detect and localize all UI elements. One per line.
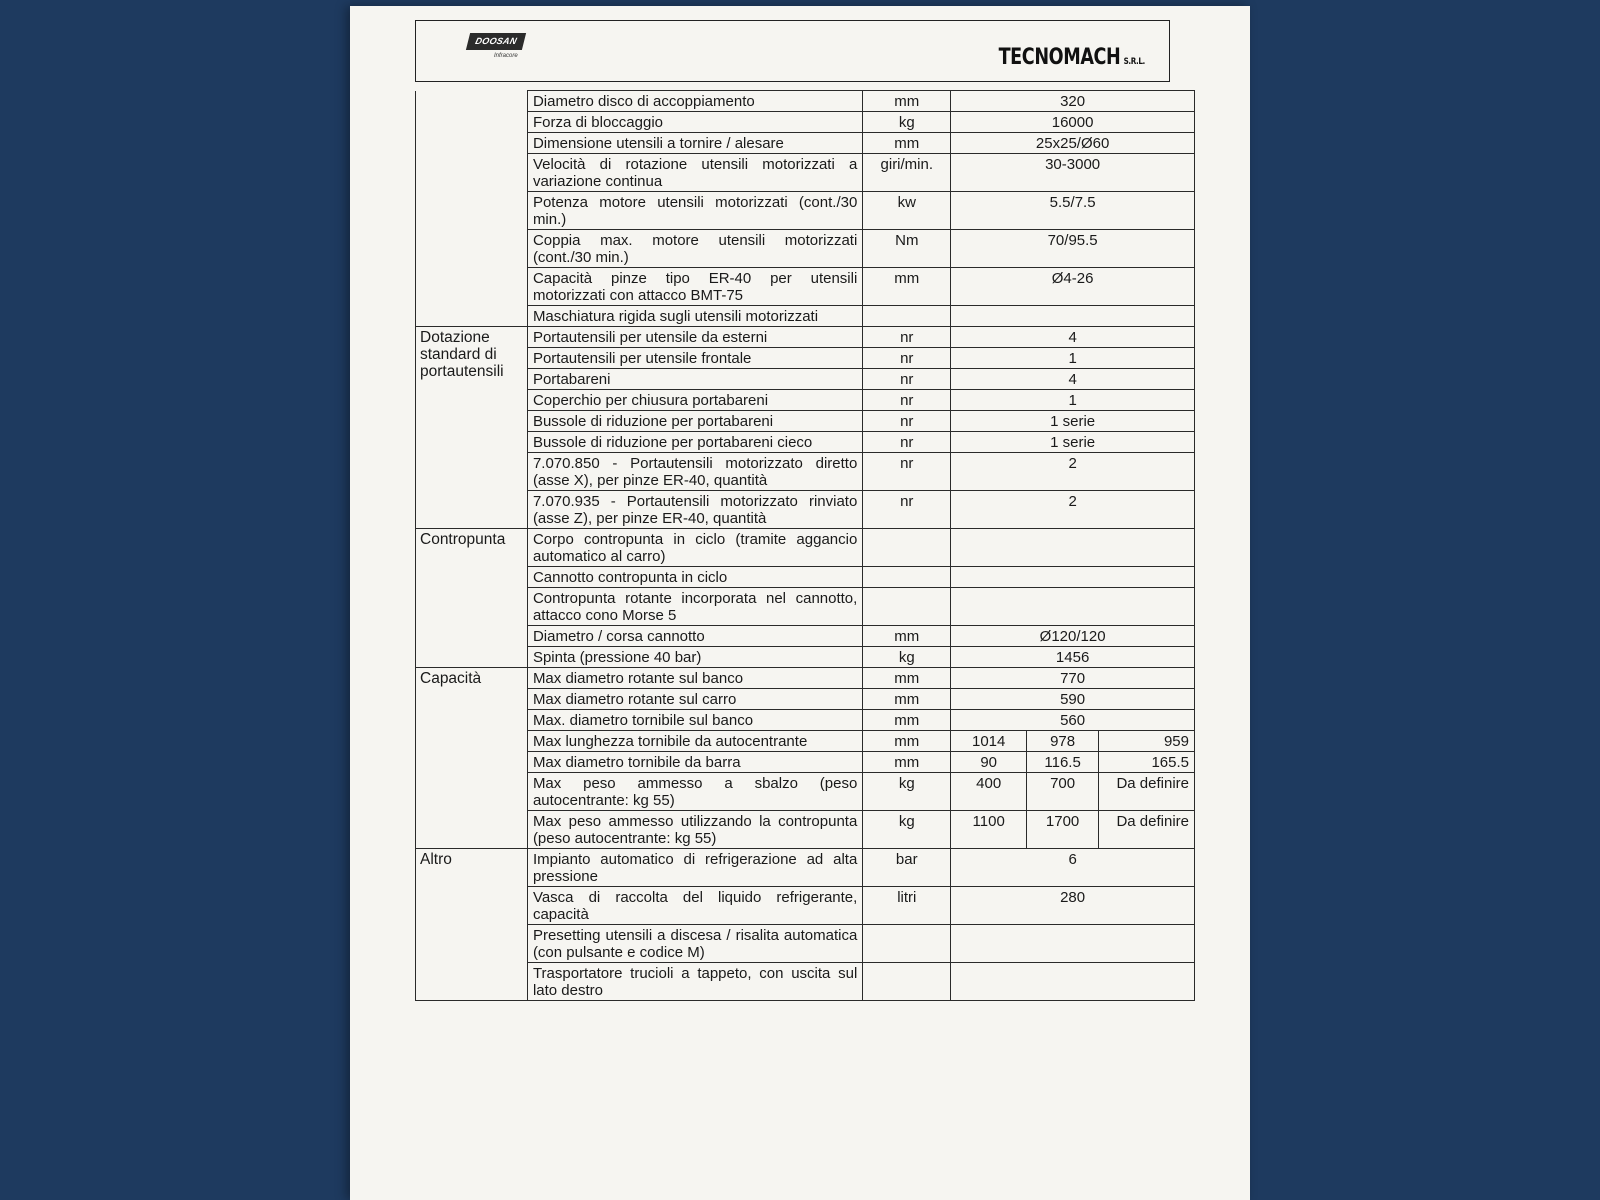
row-value: 4 bbox=[951, 327, 1195, 348]
row-unit: mm bbox=[863, 91, 951, 112]
spec-table-body bbox=[416, 91, 1195, 1001]
table-row bbox=[416, 811, 1195, 849]
row-unit: kg bbox=[863, 811, 951, 849]
row-value: 590 bbox=[951, 689, 1195, 710]
table-row bbox=[416, 306, 1195, 327]
row-unit bbox=[863, 963, 951, 1001]
row-unit: mm bbox=[863, 731, 951, 752]
row-description: Max peso ammesso a sbalzo (peso autocentrante: kg 55) bbox=[527, 773, 862, 811]
row-value: 1 bbox=[951, 390, 1195, 411]
row-unit: mm bbox=[863, 689, 951, 710]
table-row bbox=[416, 752, 1195, 773]
row-unit bbox=[863, 588, 951, 626]
table-row bbox=[416, 710, 1195, 731]
row-value-b: 978 bbox=[1027, 731, 1099, 752]
row-description: Max diametro tornibile da barra bbox=[527, 752, 862, 773]
table-row bbox=[416, 588, 1195, 626]
row-value-c: 165.5 bbox=[1099, 752, 1195, 773]
row-value: 30-3000 bbox=[951, 154, 1195, 192]
section-label-altro: Altro bbox=[416, 849, 528, 1001]
row-description: Potenza motore utensili motorizzati (cont./30 min.) bbox=[527, 192, 862, 230]
row-unit: mm bbox=[863, 752, 951, 773]
brand-suffix: S.R.L. bbox=[1123, 57, 1145, 67]
row-description: Max diametro rotante sul banco bbox=[527, 668, 862, 689]
row-unit: nr bbox=[863, 390, 951, 411]
table-row bbox=[416, 327, 1195, 348]
row-unit: Nm bbox=[863, 230, 951, 268]
row-value: 560 bbox=[951, 710, 1195, 731]
section-label-capacita: Capacità bbox=[416, 668, 528, 849]
table-row bbox=[416, 192, 1195, 230]
row-unit: nr bbox=[863, 453, 951, 491]
row-value bbox=[951, 529, 1195, 567]
table-row bbox=[416, 963, 1195, 1001]
table-row bbox=[416, 626, 1195, 647]
row-value-b: 1700 bbox=[1027, 811, 1099, 849]
row-description: Velocità di rotazione utensili motorizzati a variazione continua bbox=[527, 154, 862, 192]
section-label-dotazione: Dotazione standard di portautensili bbox=[416, 327, 528, 529]
row-value: 1 serie bbox=[951, 432, 1195, 453]
row-value: 2 bbox=[951, 453, 1195, 491]
row-value-a: 400 bbox=[951, 773, 1027, 811]
row-value-b: 700 bbox=[1027, 773, 1099, 811]
row-value: 320 bbox=[951, 91, 1195, 112]
table-row bbox=[416, 91, 1195, 112]
table-row bbox=[416, 453, 1195, 491]
row-unit bbox=[863, 567, 951, 588]
row-description: Max. diametro tornibile sul banco bbox=[527, 710, 862, 731]
row-description: Coperchio per chiusura portabareni bbox=[527, 390, 862, 411]
row-description: 7.070.935 - Portautensili motorizzato rinviato (asse Z), per pinze ER-40, quantità bbox=[527, 491, 862, 529]
table-row bbox=[416, 647, 1195, 668]
table-row bbox=[416, 849, 1195, 887]
row-description: Bussole di riduzione per portabareni cieco bbox=[527, 432, 862, 453]
row-value-a: 90 bbox=[951, 752, 1027, 773]
table-row bbox=[416, 411, 1195, 432]
table-row bbox=[416, 230, 1195, 268]
row-description: Diametro / corsa cannotto bbox=[527, 626, 862, 647]
row-value: 1 bbox=[951, 348, 1195, 369]
row-value: 1 serie bbox=[951, 411, 1195, 432]
row-value bbox=[951, 567, 1195, 588]
row-value: 70/95.5 bbox=[951, 230, 1195, 268]
row-description: 7.070.850 - Portautensili motorizzato diretto (asse X), per pinze ER-40, quantità bbox=[527, 453, 862, 491]
row-unit: mm bbox=[863, 268, 951, 306]
row-value: 5.5/7.5 bbox=[951, 192, 1195, 230]
row-value-a: 1100 bbox=[951, 811, 1027, 849]
row-value: 770 bbox=[951, 668, 1195, 689]
row-value: 6 bbox=[951, 849, 1195, 887]
table-row bbox=[416, 731, 1195, 752]
row-description: Contropunta rotante incorporata nel cannotto, attacco cono Morse 5 bbox=[527, 588, 862, 626]
row-value-b: 116.5 bbox=[1027, 752, 1099, 773]
row-description: Dimensione utensili a tornire / alesare bbox=[527, 133, 862, 154]
logo-subtext: Infracore bbox=[494, 53, 518, 59]
row-description: Max lunghezza tornibile da autocentrante bbox=[527, 731, 862, 752]
row-value: 25x25/Ø60 bbox=[951, 133, 1195, 154]
table-row bbox=[416, 432, 1195, 453]
row-unit: kw bbox=[863, 192, 951, 230]
row-value bbox=[951, 588, 1195, 626]
row-unit bbox=[863, 925, 951, 963]
table-row bbox=[416, 887, 1195, 925]
row-value: 4 bbox=[951, 369, 1195, 390]
row-description: Diametro disco di accoppiamento bbox=[527, 91, 862, 112]
spec-table-wrapper bbox=[415, 90, 1195, 1001]
row-value bbox=[951, 963, 1195, 1001]
row-unit bbox=[863, 529, 951, 567]
section-label-contropunta: Contropunta bbox=[416, 529, 528, 668]
row-unit: kg bbox=[863, 647, 951, 668]
row-value bbox=[951, 306, 1195, 327]
row-unit bbox=[863, 306, 951, 327]
row-value bbox=[951, 925, 1195, 963]
row-description: Vasca di raccolta del liquido refrigerante, capacità bbox=[527, 887, 862, 925]
row-description: Max diametro rotante sul carro bbox=[527, 689, 862, 710]
row-unit: nr bbox=[863, 491, 951, 529]
row-unit: kg bbox=[863, 773, 951, 811]
row-unit: nr bbox=[863, 369, 951, 390]
row-unit: mm bbox=[863, 710, 951, 731]
row-unit: giri/min. bbox=[863, 154, 951, 192]
row-description: Trasportatore trucioli a tappeto, con uscita sul lato destro bbox=[527, 963, 862, 1001]
brand-title bbox=[999, 45, 1145, 70]
row-value-a: 1014 bbox=[951, 731, 1027, 752]
row-value: Ø120/120 bbox=[951, 626, 1195, 647]
doosan-logo: DOOSAN bbox=[466, 33, 526, 50]
row-description: Capacità pinze tipo ER-40 per utensili motorizzati con attacco BMT-75 bbox=[527, 268, 862, 306]
table-row bbox=[416, 112, 1195, 133]
row-description: Portautensili per utensile da esterni bbox=[527, 327, 862, 348]
row-value: 280 bbox=[951, 887, 1195, 925]
row-unit: nr bbox=[863, 348, 951, 369]
row-description: Portabareni bbox=[527, 369, 862, 390]
row-value-c: Da definire bbox=[1099, 811, 1195, 849]
row-unit: litri bbox=[863, 887, 951, 925]
row-unit: mm bbox=[863, 626, 951, 647]
row-description: Portautensili per utensile frontale bbox=[527, 348, 862, 369]
table-row bbox=[416, 348, 1195, 369]
row-value: 16000 bbox=[951, 112, 1195, 133]
row-value-c: Da definire bbox=[1099, 773, 1195, 811]
document-page bbox=[350, 6, 1250, 1200]
row-value: 2 bbox=[951, 491, 1195, 529]
table-row bbox=[416, 154, 1195, 192]
row-unit: mm bbox=[863, 133, 951, 154]
row-description: Maschiatura rigida sugli utensili motorizzati bbox=[527, 306, 862, 327]
table-row bbox=[416, 529, 1195, 567]
table-row bbox=[416, 773, 1195, 811]
row-unit: mm bbox=[863, 668, 951, 689]
table-row bbox=[416, 689, 1195, 710]
row-description: Forza di bloccaggio bbox=[527, 112, 862, 133]
row-unit: nr bbox=[863, 432, 951, 453]
row-value: Ø4-26 bbox=[951, 268, 1195, 306]
row-description: Impianto automatico di refrigerazione ad alta pressione bbox=[527, 849, 862, 887]
row-description: Max peso ammesso utilizzando la contropunta (peso autocentrante: kg 55) bbox=[527, 811, 862, 849]
table-row bbox=[416, 491, 1195, 529]
table-row bbox=[416, 390, 1195, 411]
row-value: 1456 bbox=[951, 647, 1195, 668]
row-description: Bussole di riduzione per portabareni bbox=[527, 411, 862, 432]
table-row bbox=[416, 925, 1195, 963]
row-unit: kg bbox=[863, 112, 951, 133]
row-description: Cannotto contropunta in ciclo bbox=[527, 567, 862, 588]
row-description: Corpo contropunta in ciclo (tramite aggancio automatico al carro) bbox=[527, 529, 862, 567]
row-unit: nr bbox=[863, 411, 951, 432]
table-row bbox=[416, 668, 1195, 689]
row-description: Spinta (pressione 40 bar) bbox=[527, 647, 862, 668]
table-row bbox=[416, 268, 1195, 306]
row-value-c: 959 bbox=[1099, 731, 1195, 752]
row-unit: bar bbox=[863, 849, 951, 887]
row-description: Coppia max. motore utensili motorizzati (cont./30 min.) bbox=[527, 230, 862, 268]
table-row bbox=[416, 567, 1195, 588]
row-description: Presetting utensili a discesa / risalita automatica (con pulsante e codice M) bbox=[527, 925, 862, 963]
spec-table bbox=[415, 90, 1195, 1001]
section-label-empty bbox=[416, 91, 528, 327]
table-row bbox=[416, 133, 1195, 154]
page-header bbox=[415, 20, 1170, 82]
brand-name: TECNOMACH bbox=[998, 45, 1121, 70]
table-row bbox=[416, 369, 1195, 390]
row-unit: nr bbox=[863, 327, 951, 348]
